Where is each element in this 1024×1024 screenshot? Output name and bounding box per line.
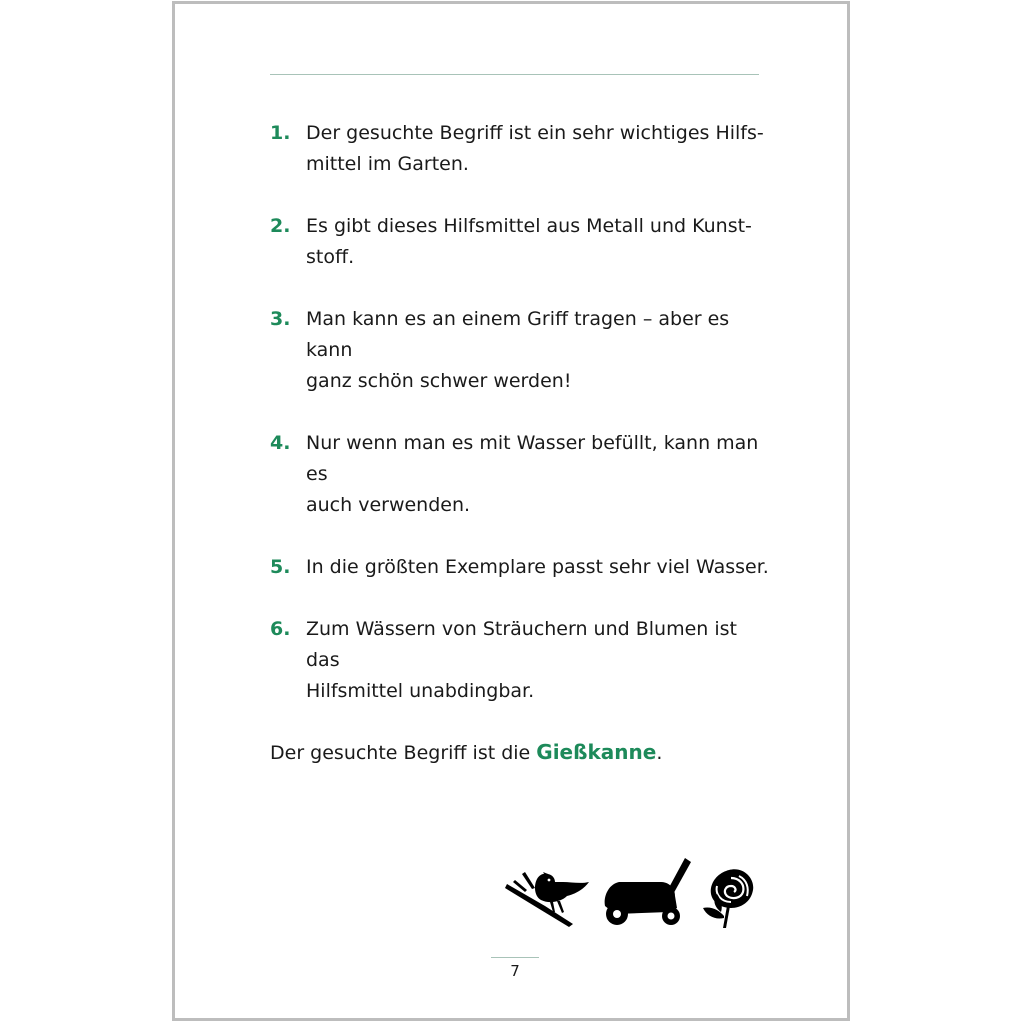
clue-item-6: [270, 614, 770, 707]
garden-icons: [505, 856, 757, 932]
clue-number: 5.: [270, 556, 291, 578]
clue-item-2: [270, 211, 770, 273]
clue-line: stoff.: [306, 246, 355, 268]
lawn-mower-icon: [599, 858, 693, 926]
clue-item-1: [270, 118, 770, 180]
clue-line: Der gesuchte Begriff ist ein sehr wichtiges Hilfs-: [306, 122, 764, 144]
clue-item-5: [270, 552, 770, 583]
clue-line: Nur wenn man es mit Wasser befüllt, kann man es: [306, 432, 759, 485]
clue-number: 2.: [270, 215, 291, 237]
clue-item-3: [270, 304, 770, 397]
answer-sentence: [270, 737, 662, 769]
clue-line: Hilfsmittel unabdingbar.: [306, 680, 535, 702]
clue-line: Man kann es an einem Griff tragen – aber es kann: [306, 308, 730, 361]
answer-prefix: Der gesuchte Begriff ist die: [270, 742, 537, 764]
clue-number: 6.: [270, 618, 291, 640]
clue-list: [270, 118, 770, 738]
page-number: 7: [510, 962, 520, 980]
rose-icon: [701, 866, 757, 928]
clue-line: Zum Wässern von Sträuchern und Blumen ist das: [306, 618, 738, 671]
clue-line: auch verwenden.: [306, 494, 471, 516]
clue-item-4: [270, 428, 770, 521]
clue-line: Es gibt dieses Hilfsmittel aus Metall und Kunst-: [306, 215, 752, 237]
clue-number: 3.: [270, 308, 291, 330]
top-rule: [270, 74, 759, 75]
clue-number: 4.: [270, 432, 291, 454]
footer-rule: [491, 957, 539, 958]
clue-line: mittel im Garten.: [306, 153, 469, 175]
answer-suffix: .: [656, 742, 663, 764]
clue-line: In die größten Exemplare passt sehr viel Wasser.: [306, 556, 769, 578]
clue-number: 1.: [270, 122, 291, 144]
clue-line: ganz schön schwer werden!: [306, 370, 572, 392]
bird-on-branch-icon: [505, 870, 589, 928]
book-page: [172, 1, 850, 1021]
answer-word: Gießkanne: [536, 740, 657, 764]
